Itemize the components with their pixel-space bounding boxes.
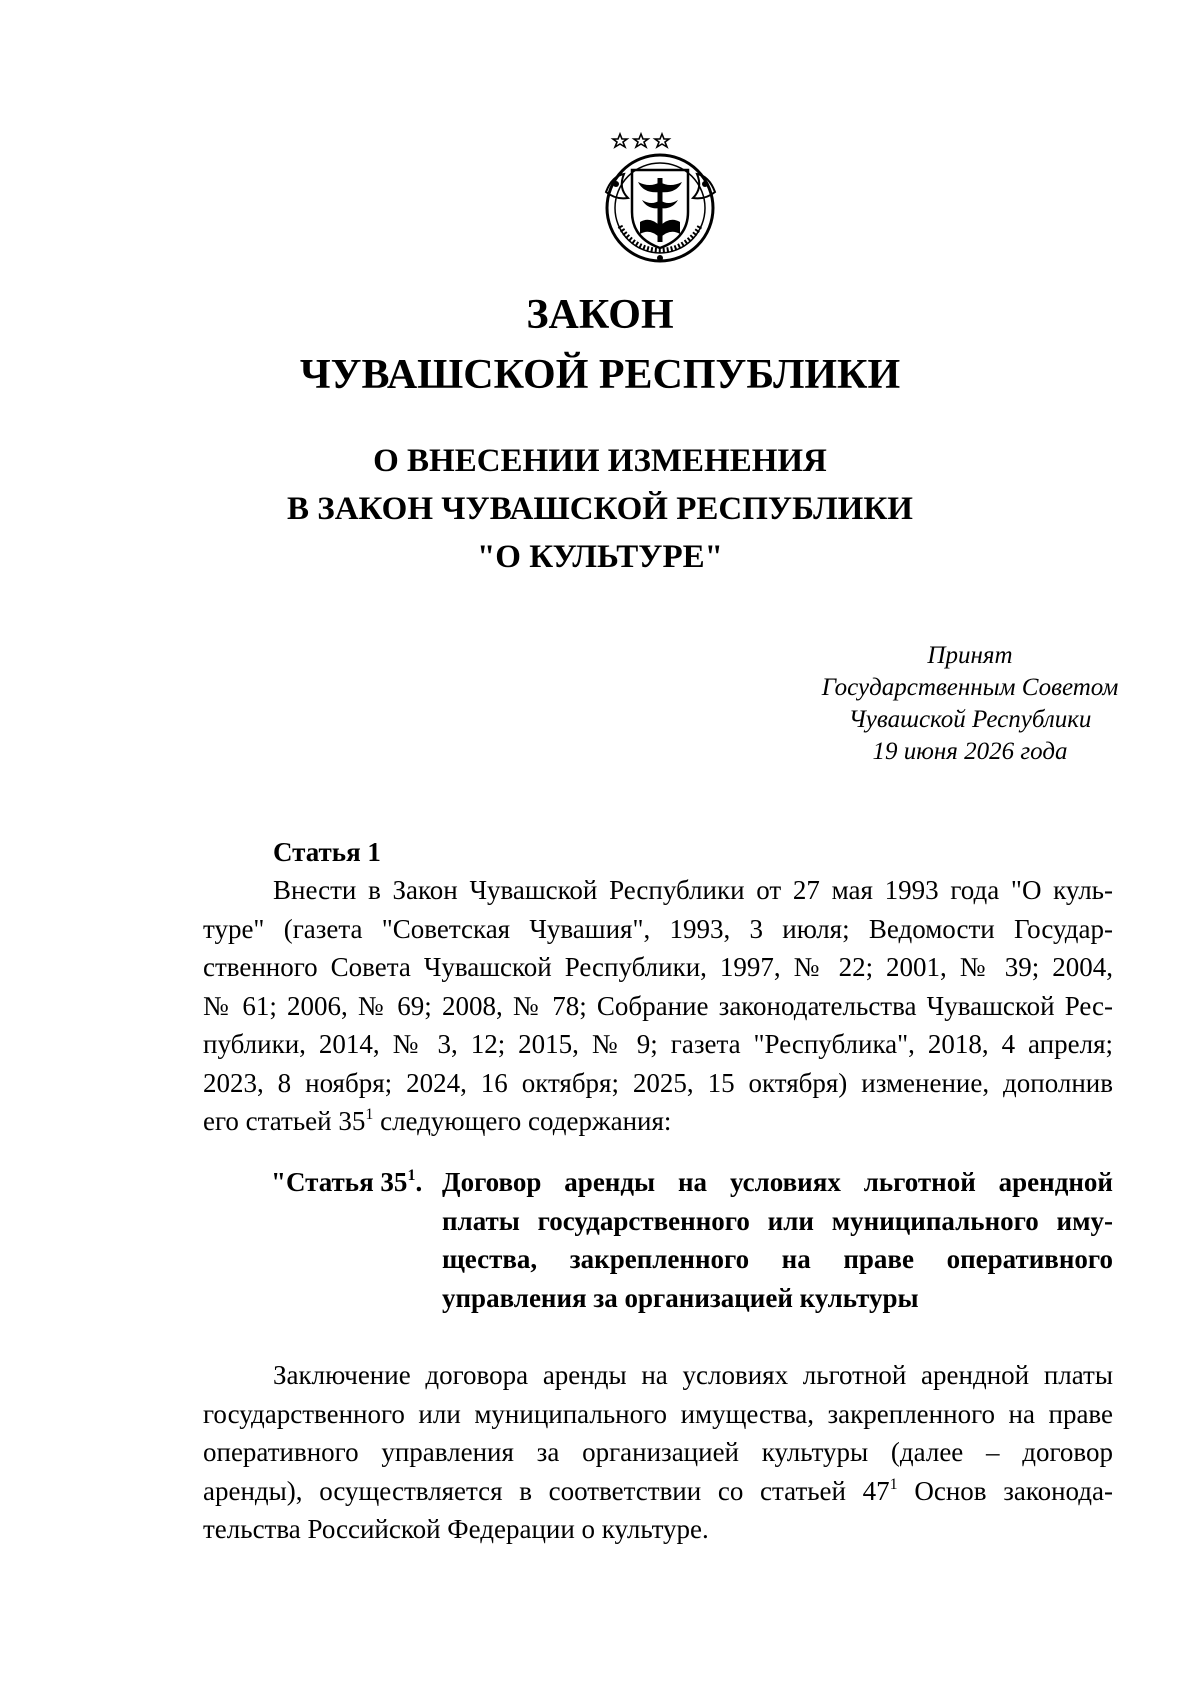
article-1-line: № 61; 2006, № 69; 2008, № 78; Собрание законодательства Чувашской Рес- [203,990,1113,1021]
adoption-note [760,640,1180,768]
inserted-article-title-line: платы государственного или муниципального иму- [442,1205,1113,1236]
article-1-line: 2023, 8 ноября; 2024, 16 октября; 2025, 15 октября) изменение, дополнив [203,1067,1113,1098]
inserted-article-title-line: Договор аренды на условиях льготной арендной [442,1167,1113,1197]
stars-icon [613,134,669,147]
law-title-line2: ЧУВАШСКОЙ РЕСПУБЛИКИ [299,352,901,398]
inserted-article-paragraph [203,1356,1113,1549]
adoption-date: 19 июня 2026 года [872,738,1068,765]
chuvash-coat-of-arms-icon [598,130,723,265]
inserted-body-line-text: аренды), осуществляется в соответствии со статьей 47 [203,1475,890,1506]
adoption-line3: Чувашской Республики [848,706,1092,733]
law-subtitle-line1: О ВНЕСЕНИИ ИЗМЕНЕНИЯ [373,443,827,479]
article-1-paragraph [203,871,1113,1141]
law-subtitle-line3: "О КУЛЬТУРЕ" [476,539,724,575]
article-1-line: публики, 2014, № 3, 12; 2015, № 9; газета "Республика", 2018, 4 апреля; [203,1029,1113,1059]
adoption-line2: Государственным Советом [821,674,1119,701]
article-1-line [203,1102,1113,1141]
inserted-body-line: тельства Российской Федерации о культуре. [203,1514,709,1544]
superscript: 1 [365,1106,374,1123]
law-title [0,285,1200,405]
inserted-article-title-line: щества, закрепленного на праве оперативного [442,1244,1113,1274]
inserted-body-line [203,1472,1113,1511]
law-subtitle-line2: В ЗАКОН ЧУВАШСКОЙ РЕСПУБЛИКИ [287,491,913,527]
article-1-line-text: следующего содержания: [373,1106,672,1136]
inserted-body-line: оперативного управления за организацией культуры (далее – договор [203,1437,1113,1467]
article-1-line-text: его статьей 35 [203,1106,366,1136]
inserted-body-line: государственного или муниципального имущества, закрепленного на праве [203,1398,1113,1429]
superscript: 1 [889,1475,898,1493]
law-title-line1: ЗАКОН [526,292,674,338]
inserted-article-lead-dot: . [415,1167,423,1197]
article-1-heading: Статья 1 [273,837,381,867]
inserted-article-title-line: управления за организацией культуры [442,1282,919,1313]
inserted-body-line: Заключение договора аренды на условиях льготной арендной платы [273,1360,1113,1390]
adoption-line1: Принят [927,642,1013,669]
superscript: 1 [407,1167,416,1184]
inserted-article-lead: "Статья 35 [271,1167,408,1197]
article-1-line: туре" (газета "Советская Чувашия", 1993, 3 июля; Ведомости Государ- [203,913,1113,944]
inserted-article-number [271,1163,422,1202]
inserted-body-line-text: Основ законода- [897,1475,1113,1506]
inserted-article-title [442,1163,1113,1317]
law-subtitle [0,437,1200,581]
article-1-line: Внести в Закон Чувашской Республики от 27 мая 1993 года "О куль- [273,875,1113,905]
article-1-line: ственного Совета Чувашской Республики, 1997, № 22; 2001, № 39; 2004, [203,952,1113,982]
